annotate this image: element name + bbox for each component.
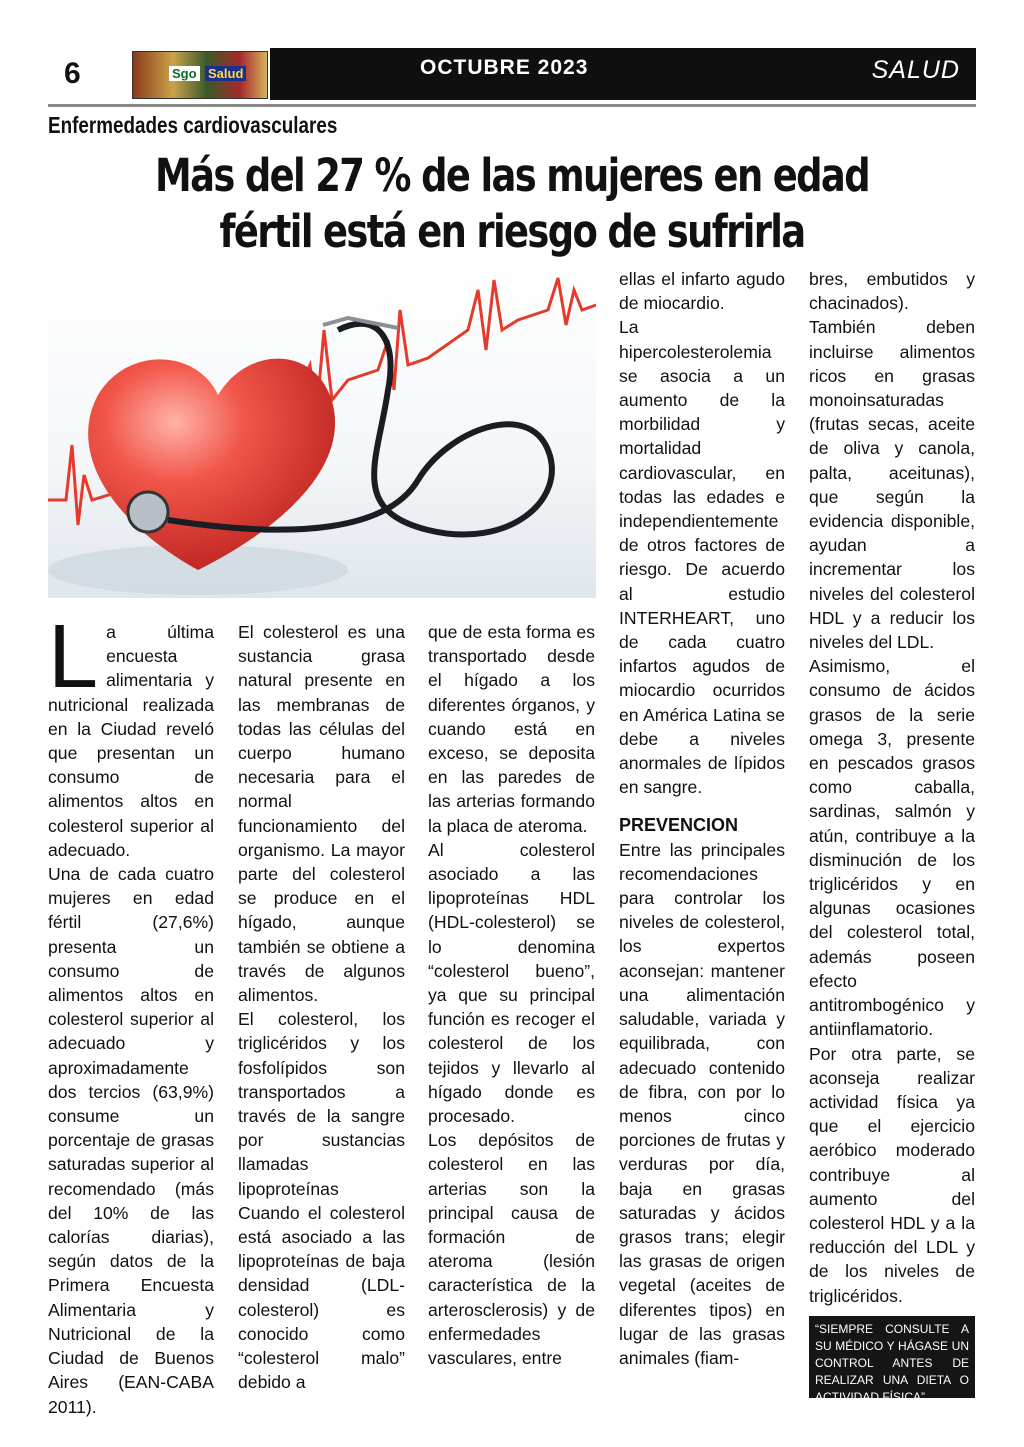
- section-subhead: PREVENCION: [619, 815, 739, 836]
- paragraph: Cuando el colesterol está asociado a las lipoproteínas de baja densidad (LDL-colesterol) es conocido como “colesterol malo” debido a: [238, 1202, 405, 1393]
- article-photo: [48, 270, 596, 598]
- paragraph: El colesterol, los triglicéridos y los fosfolípidos son transportados a través de la sangre por sustancias llamadas lipoproteínas: [238, 1009, 405, 1199]
- paragraph: Los depósitos de colesterol en las arterias son la principal causa de formación de ateroma (lesión característica de la arterosclerosis) y de enfermedades vasculares, entre: [428, 1130, 595, 1369]
- issue-date: OCTUBRE 2023: [420, 56, 589, 79]
- stethoscope-chestpiece: [128, 492, 168, 532]
- paragraph: El colesterol es una sustancia grasa natural presente en las membranas de todas las células del cuerpo humano necesaria para el normal funcionamiento del organismo. La mayor parte del colesterol se produce en el hígado, aunque también se obtiene a través de algunos alimentos.: [238, 622, 405, 1006]
- heart-icon: [88, 359, 335, 570]
- paragraph: Una de cada cuatro mujeres en edad fértil (27,6%) presenta un consumo de alimentos altos en colesterol superior al adecuado y aproximadamente dos tercios (63,9%) consume un porcentaje de grasas saturadas superior al recomendado (más del 10% de las calorías diarias), según datos de la Primera Encuesta Alimentaria y Nutricional de la Ciudad de Buenos Aires (EAN-CABA 2011).: [48, 864, 214, 1417]
- headline-line-2: fértil está en riesgo de sufrirla: [219, 205, 805, 258]
- logo-text-salud: Salud: [205, 66, 246, 81]
- dropcap: L: [48, 607, 99, 707]
- page-number: 6: [48, 48, 130, 100]
- paragraph: bres, embutidos y chacinados). También deben incluirse alimentos ricos en grasas monoinsaturadas (frutas secas, aceite de oliva y canola, palta, aceitunas), que según la evidencia disponible, ayudan a incrementar los niveles del colesterol HDL y a reducir los niveles del LDL.: [809, 269, 975, 653]
- paragraph: Asimismo, el consumo de ácidos grasos de la serie omega 3, presente en pescados grasos como caballa, sardinas, salmón y atún, contribuye a la disminución de los triglicéridos y en algunas ocasiones del colesterol total, además poseen efecto antitrombogénico y antiinflamatorio.: [809, 656, 975, 1040]
- text-column-5: [809, 267, 975, 1308]
- paragraph: Al colesterol asociado a las lipoproteínas HDL (HDL-colesterol) se lo denomina “colesterol bueno”, ya que su principal función es recoger el colesterol de los tejidos y llevarlo al hígado donde es procesado.: [428, 839, 595, 1127]
- paragraph: que de esta forma es transportado desde el hígado a los diferentes órganos, y cuando está en exceso, se deposita en las paredes de las arterias formando la placa de ateroma.: [428, 622, 595, 836]
- logo-text-sgo: Sgo: [169, 66, 200, 81]
- header-rule: [48, 104, 976, 107]
- article-kicker: Enfermedades cardiovasculares: [48, 112, 338, 138]
- paragraph: Entre las principales recomendaciones para controlar los niveles de colesterol, los expertos aconsejan: mantener una alimentación saludable, variada y equilibrada, con adecuado contenido de fibra, con por lo menos cinco porciones de frutas y verduras por día, baja en grasas saturadas y ácidos grasos trans; elegir las grasas de origen vegetal (aceites de diferentes tipos) en lugar de las grasas animales (fiam-: [619, 839, 785, 1368]
- header-bar: [270, 48, 976, 100]
- text-column-2: [238, 620, 405, 1395]
- headline-line-1: Más del 27 % de las mujeres en edad: [155, 149, 869, 202]
- paragraph: Por otra parte, se aconseja realizar actividad física ya que el ejercicio aeróbico moderado contribuye al aumento del colesterol HDL y a la reducción del LDL y de los niveles de triglicéridos.: [809, 1043, 975, 1306]
- col1-text: a última encuesta alimentaria y nutricional realizada en la Ciudad reveló que presentan un consumo de alimentos altos en colesterol superior al adecuado.: [48, 622, 214, 860]
- heart-stethoscope-illustration: [48, 270, 596, 598]
- text-column-4: [619, 267, 785, 1370]
- page-header: [48, 48, 976, 100]
- publication-logo: [132, 51, 268, 99]
- paragraph: La hipercolesterolemia se asocia a un aumento de la morbilidad y mortalidad cardiovascular, en todas las edades e independientemente de otros factores de riesgo. De acuerdo al estudio INTERHEART, uno de cada cuatro infartos agudos de miocardio ocurridos en América Latina se debe a niveles anormales de lípidos en sangre.: [619, 317, 785, 798]
- pull-quote-box: “SIEMPRE CONSULTE A SU MÉDICO Y HÁGASE UN CONTROL ANTES DE REALIZAR UNA DIETA O ACTIVIDAD FÍSICA”: [809, 1316, 975, 1398]
- paragraph: [48, 607, 214, 862]
- article-headline: [92, 148, 932, 260]
- text-column-3: [428, 620, 595, 1370]
- section-name: SALUD: [871, 56, 960, 84]
- text-column-1: [48, 607, 214, 1419]
- paragraph: ellas el infarto agudo de miocardio.: [619, 269, 785, 314]
